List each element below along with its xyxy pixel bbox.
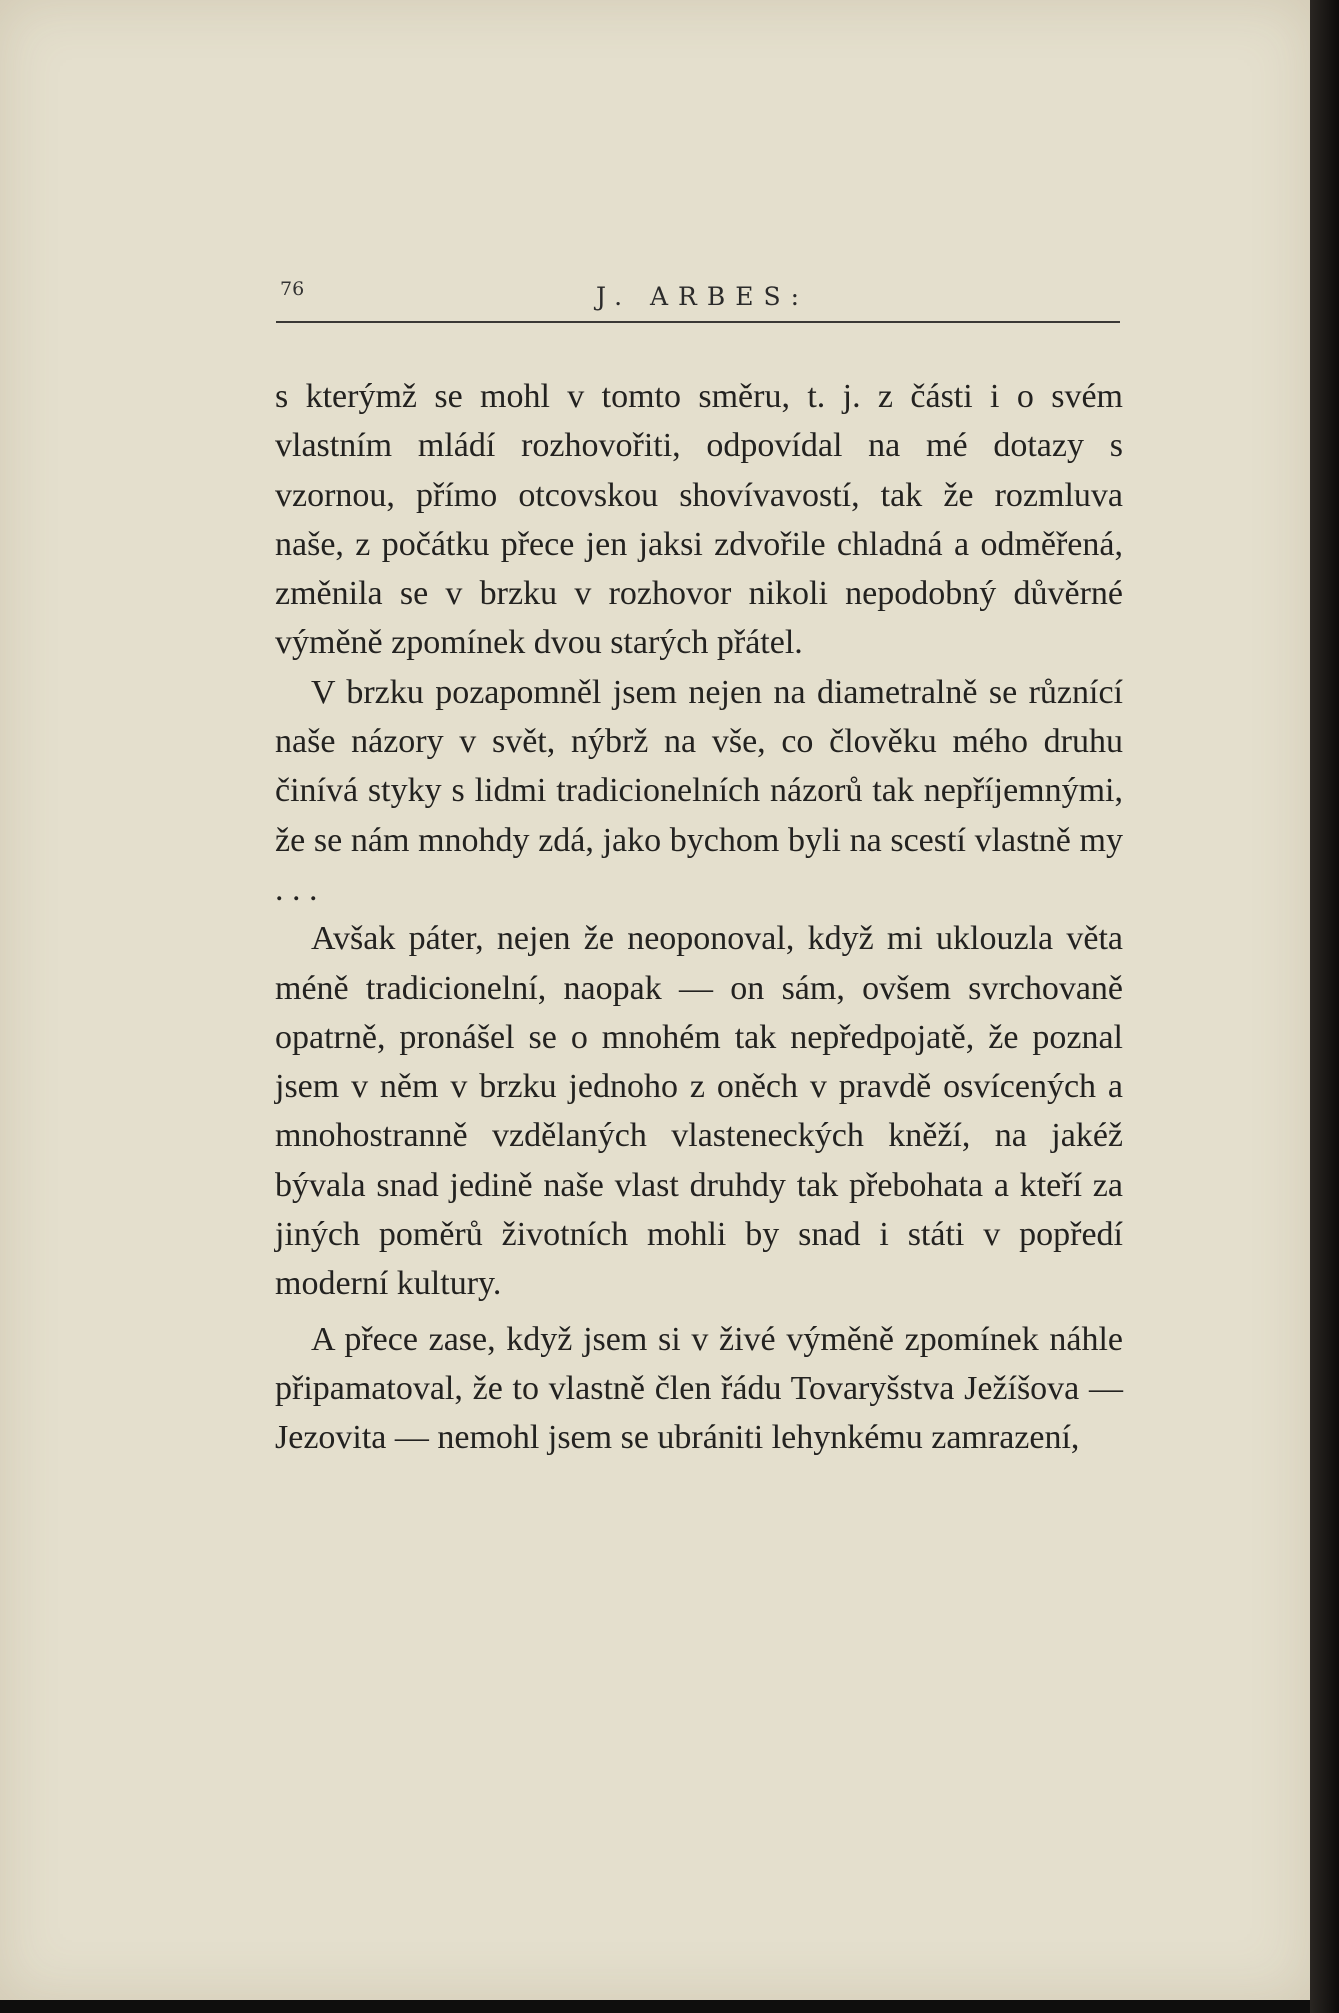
paragraph: V brzku pozapomněl jsem nejen na diametralně se různící naše názory v svět, nýbrž na vše, co člověku mého druhu činívá styky s lidmi tradicionelních názorů tak nepříjemnými, že se nám mnohdy zdá, jako bychom byli na scestí vlastně my . . . xyxy=(275,673,1123,908)
page-header xyxy=(276,272,1120,322)
running-head: J. ARBES: xyxy=(596,282,810,311)
page-edge-shadow xyxy=(1310,0,1339,2013)
page-bottom-edge xyxy=(0,2000,1310,2013)
paragraph: s kterýmž se mohl v tomto směru, t. j. z části i o svém vlastním mládí rozhovořiti, odpovídal na mé dotazy s vzornou, přímo otcovskou shovívavostí, tak že rozmluva naše, z počátku přece jen jaksi zdvořile chladná a odměřená, změnila se v brzku v rozhovor nikoli nepodobný důvěrné výměně zpomínek dvou starých přátel. xyxy=(275,378,1123,662)
paragraph: A přece zase, když jsem si v živé výměně zpomínek náhle připamatoval, že to vlastně člen řádu Tovaryšstva Ježíšova — Jezovita — nemohl jsem se ubrániti lehynkému zamrazení, xyxy=(275,1320,1123,1457)
page-number: 76 xyxy=(280,278,305,300)
body-text xyxy=(275,372,1123,1463)
paragraph: Avšak páter, nejen že neoponoval, když mi uklouzla věta méně tradicionelní, naopak — on sám, ovšem svrchovaně opatrně, pronášel se o mnohém tak nepředpojatě, že poznal jsem v něm v brzku jednoho z oněch v pravdě osvícených a mnohostranně vzdělaných vlasteneckých kněží, na jakéž bývala snad jedině naše vlast druhdy tak přebohata a kteří za jiných poměrů životních mohli by snad i státi v popředí moderní kultury. xyxy=(275,920,1123,1303)
header-rule xyxy=(276,321,1120,323)
